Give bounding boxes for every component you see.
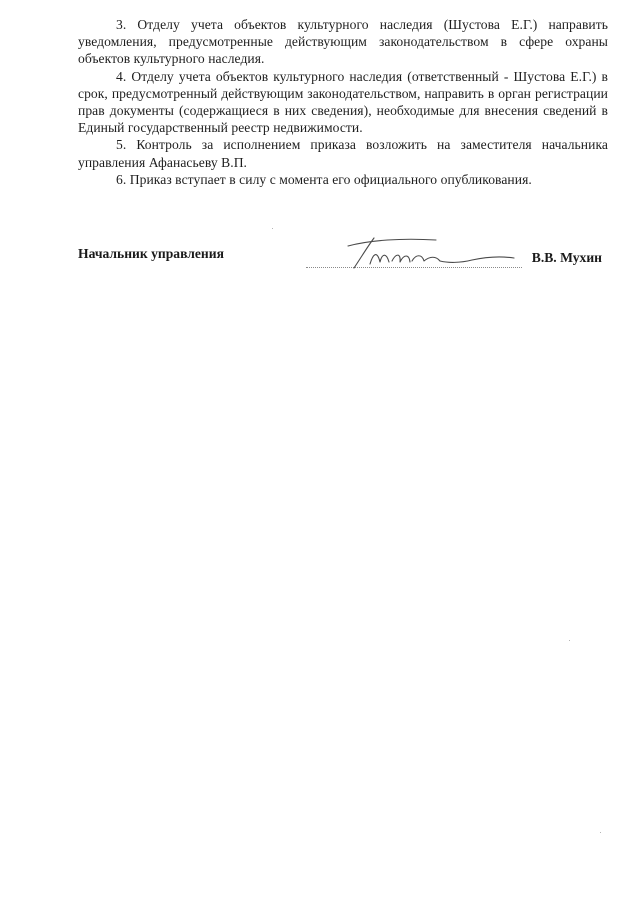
paragraph-item-5: 5. Контроль за исполнением приказа возложить на заместителя начальника управления Афанасьеву В.П. xyxy=(78,137,608,170)
scan-speck xyxy=(600,832,601,833)
signatory-title: Начальник управления xyxy=(78,246,224,261)
signatory-name: В.В. Мухин xyxy=(531,250,602,265)
scan-speck xyxy=(272,228,273,229)
handwritten-signature xyxy=(340,234,520,274)
scan-speck xyxy=(569,640,570,641)
paragraph-item-3: 3. Отделу учета объектов культурного наследия (Шустова Е.Г.) направить уведомления, предусмотренные действующим законодательством в сфере охраны объектов культурного наследия. xyxy=(78,17,608,67)
signature-block xyxy=(78,234,608,274)
paragraph-item-6: 6. Приказ вступает в силу с момента его официального опубликования. xyxy=(116,171,532,187)
paragraph-item-4: 4. Отделу учета объектов культурного наследия (ответственный - Шустова Е.Г.) в срок, предусмотренный действующим законодательством, направить в орган регистрации прав документы (содержащиеся в них сведения), необходимые для внесения сведений в Единый государственный реестр недвижимости. xyxy=(78,68,608,136)
document-body xyxy=(78,16,608,188)
